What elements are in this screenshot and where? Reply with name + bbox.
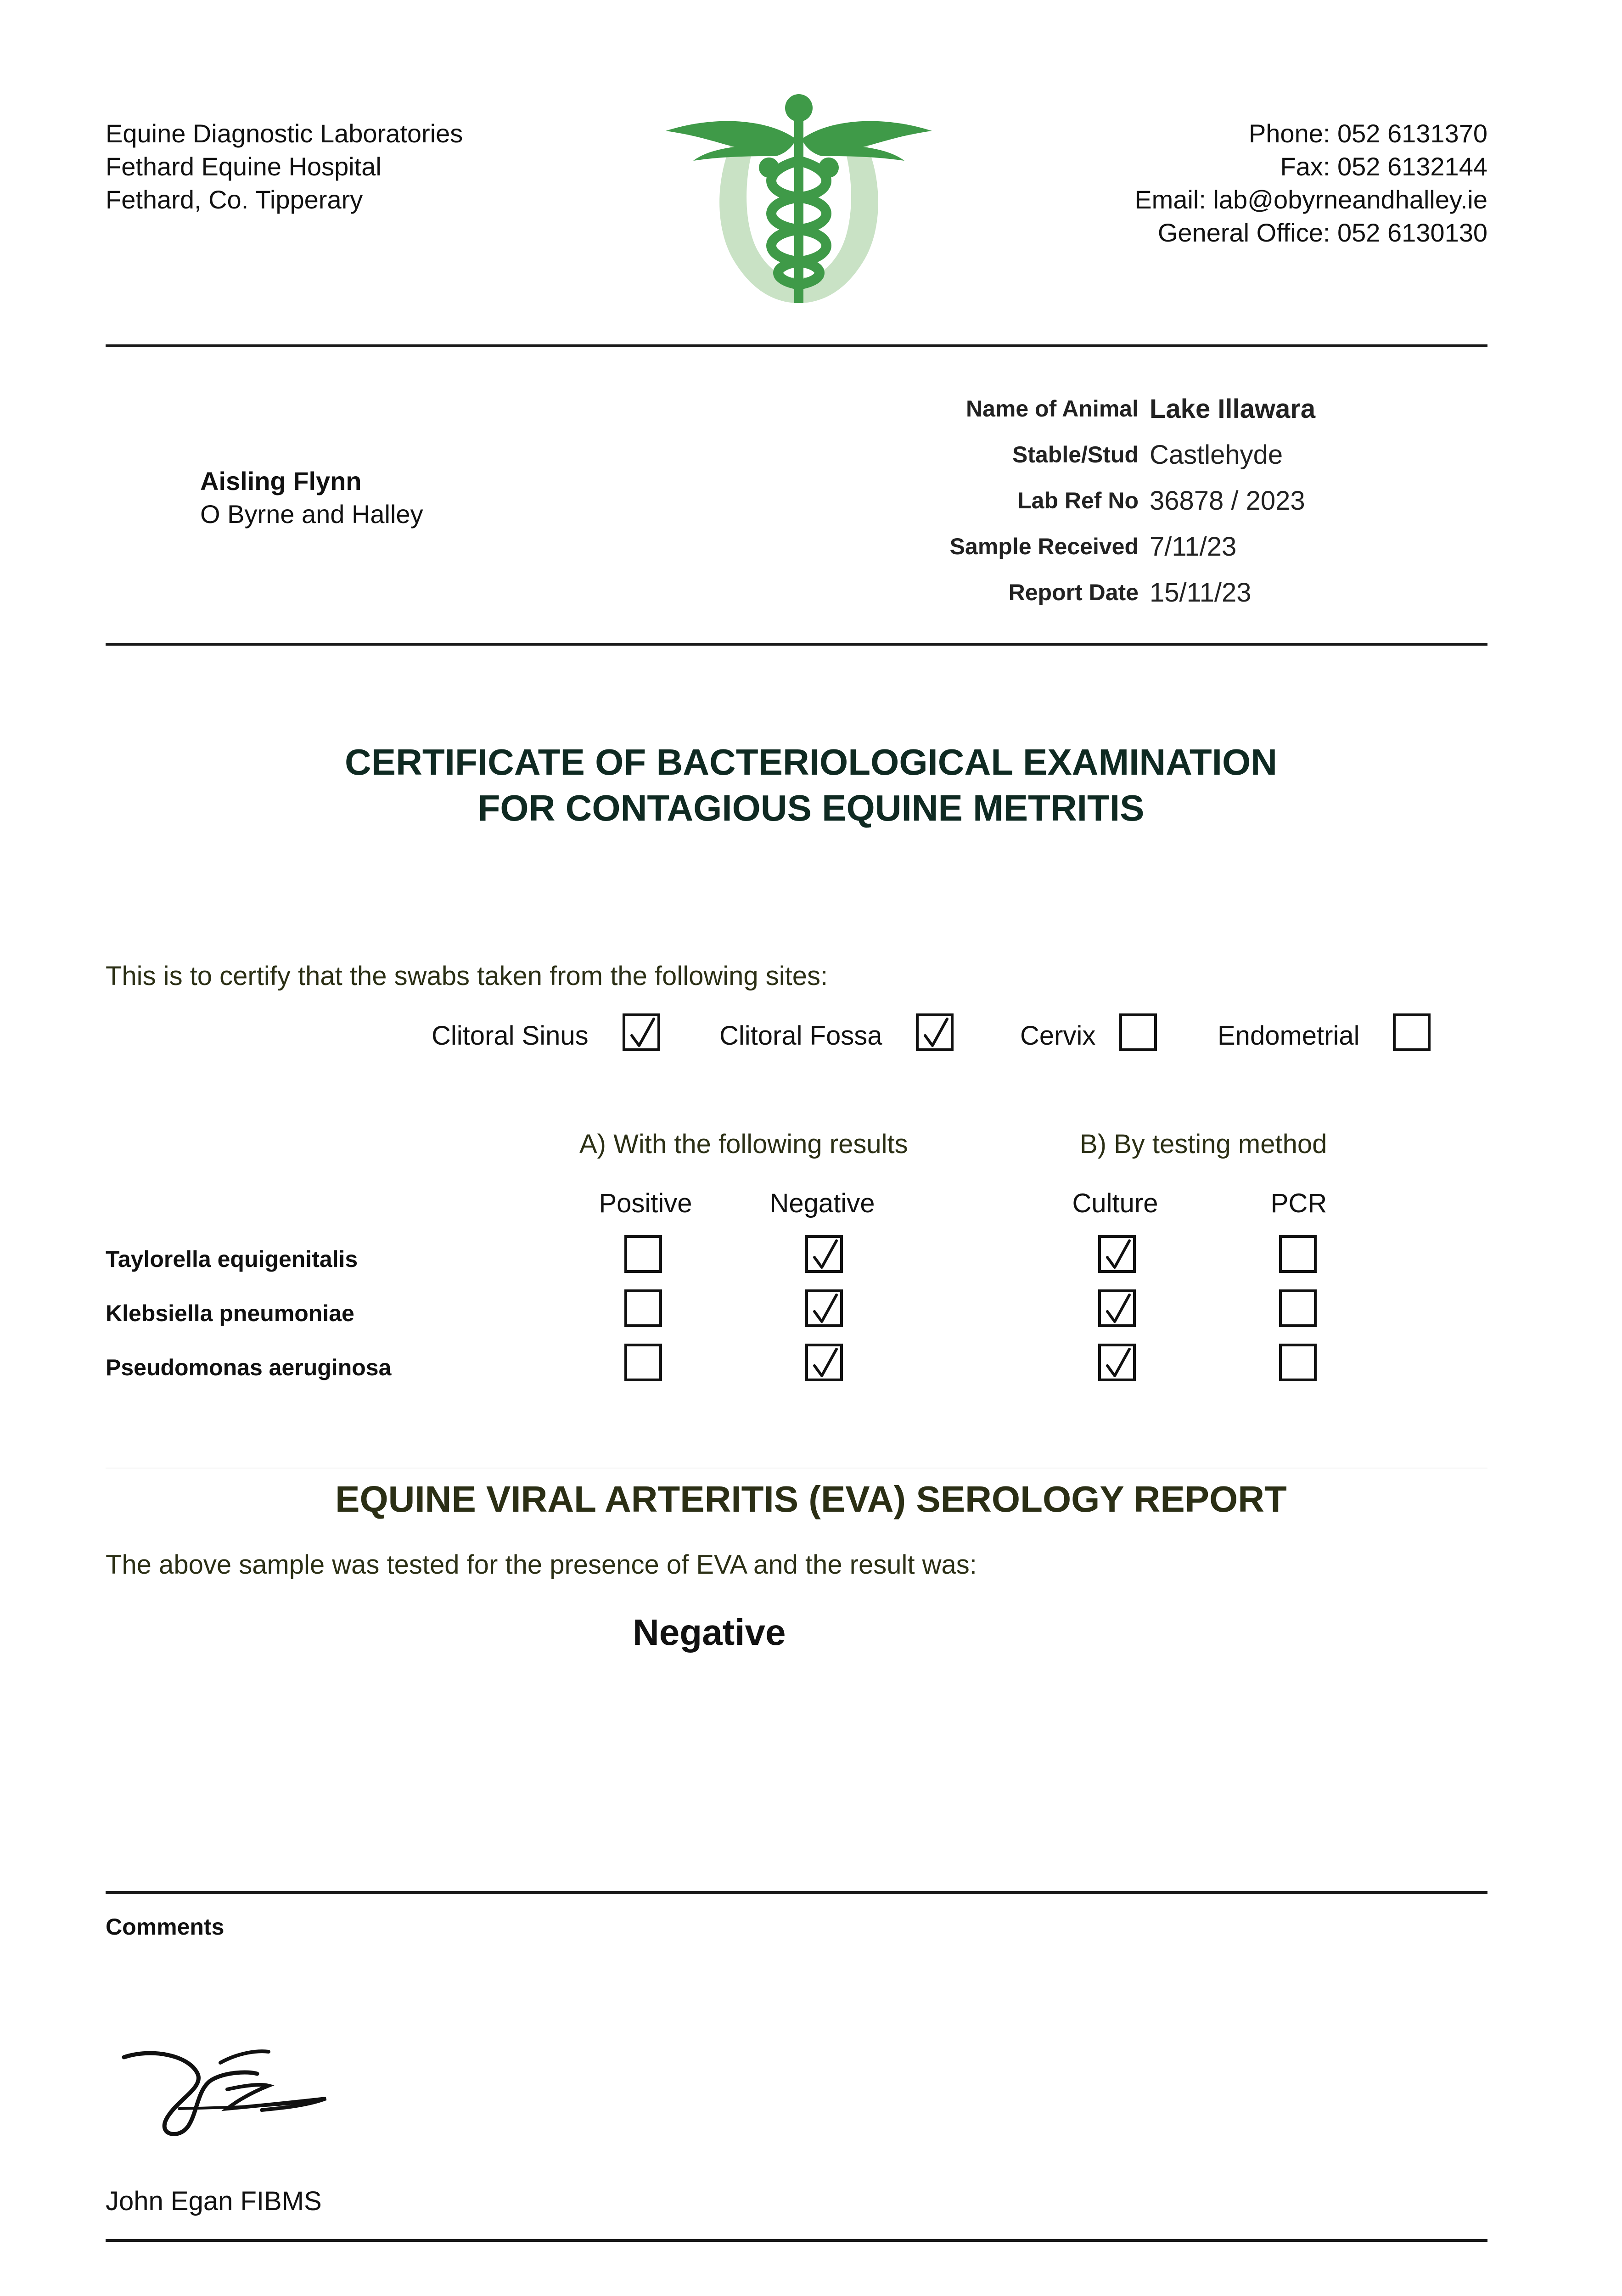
- meta-row-report: [735, 569, 1377, 615]
- positive-checkbox[interactable]: [624, 1344, 662, 1381]
- organism-name: Pseudomonas aeruginosa: [106, 1355, 392, 1380]
- culture-checkbox[interactable]: [1098, 1344, 1136, 1381]
- column-header-culture: Culture: [1072, 1188, 1158, 1218]
- lab-contact: [1134, 117, 1487, 249]
- negative-checkbox[interactable]: [805, 1344, 843, 1381]
- culture-checkbox[interactable]: [1098, 1235, 1136, 1273]
- site-label: Cervix: [1020, 1021, 1096, 1051]
- positive-checkbox[interactable]: [624, 1289, 662, 1327]
- general-office-line: General Office: 052 6130130: [1157, 218, 1487, 247]
- footer-divider: [106, 2239, 1487, 2242]
- eva-result: Negative: [633, 1612, 786, 1653]
- results-heading: A) With the following results: [579, 1129, 908, 1159]
- checkmark-icon: [628, 1016, 657, 1051]
- lab-ref: 36878 / 2023: [1150, 485, 1305, 516]
- site-checkbox-endometrial[interactable]: [1393, 1013, 1431, 1051]
- checkmark-icon: [1104, 1346, 1133, 1381]
- signer-name: John Egan FIBMS: [106, 2186, 322, 2216]
- meta-label: Report Date: [1008, 580, 1139, 605]
- pcr-checkbox[interactable]: [1279, 1289, 1317, 1327]
- checkmark-icon: [811, 1238, 840, 1273]
- eva-intro: The above sample was tested for the presence of EVA and the result was:: [106, 1550, 977, 1580]
- sample-received-date: 7/11/23: [1150, 531, 1237, 562]
- column-header-negative: Negative: [769, 1188, 875, 1218]
- checkmark-icon: [921, 1016, 951, 1051]
- certificate-title-line: CERTIFICATE OF BACTERIOLOGICAL EXAMINATION: [344, 742, 1278, 782]
- checkmark-icon: [1104, 1238, 1133, 1273]
- meta-label: Sample Received: [949, 534, 1139, 559]
- sample-details: [735, 386, 1377, 615]
- pcr-checkbox[interactable]: [1279, 1235, 1317, 1273]
- meta-row-received: [735, 523, 1377, 569]
- organism-name: Taylorella equigenitalis: [106, 1246, 358, 1272]
- eva-title: EQUINE VIRAL ARTERITIS (EVA) SEROLOGY REPORT: [335, 1479, 1287, 1519]
- organism-name: Klebsiella pneumoniae: [106, 1300, 354, 1326]
- meta-row-stable: [735, 432, 1377, 478]
- section-divider: [106, 1468, 1487, 1469]
- signature-image: [110, 2030, 349, 2149]
- meta-row-labref: [735, 478, 1377, 523]
- phone-line: Phone: 052 6131370: [1248, 119, 1487, 148]
- negative-checkbox[interactable]: [805, 1235, 843, 1273]
- stable-name: Castlehyde: [1150, 439, 1283, 470]
- site-checkbox-clitoral-sinus[interactable]: [623, 1013, 660, 1051]
- lab-address-line: Fethard Equine Hospital: [106, 152, 382, 181]
- site-label: Endometrial: [1218, 1021, 1360, 1051]
- method-heading: B) By testing method: [1080, 1129, 1327, 1159]
- meta-label: Lab Ref No: [1017, 488, 1139, 513]
- meta-row-animal: [735, 386, 1377, 432]
- caduceus-horseshoe-logo: [661, 87, 937, 312]
- site-label: Clitoral Sinus: [432, 1021, 589, 1051]
- recipient-block: [200, 465, 423, 531]
- column-header-pcr: PCR: [1270, 1188, 1327, 1218]
- certificate-title: [0, 739, 1622, 831]
- site-label: Clitoral Fossa: [719, 1021, 882, 1051]
- site-checkbox-clitoral-fossa[interactable]: [916, 1013, 954, 1051]
- lab-address-line: Equine Diagnostic Laboratories: [106, 119, 463, 148]
- email-line: Email: lab@obyrneandhalley.ie: [1134, 185, 1487, 214]
- details-divider: [106, 643, 1487, 646]
- meta-label: Stable/Stud: [1012, 442, 1139, 467]
- culture-checkbox[interactable]: [1098, 1289, 1136, 1327]
- recipient-practice: O Byrne and Halley: [200, 500, 423, 529]
- checkmark-icon: [811, 1292, 840, 1327]
- checkmark-icon: [811, 1346, 840, 1381]
- fax-line: Fax: 052 6132144: [1280, 152, 1487, 181]
- comments-divider: [106, 1891, 1487, 1894]
- positive-checkbox[interactable]: [624, 1235, 662, 1273]
- report-date: 15/11/23: [1150, 577, 1252, 608]
- negative-checkbox[interactable]: [805, 1289, 843, 1327]
- header-divider: [106, 344, 1487, 347]
- site-checkbox-cervix[interactable]: [1119, 1013, 1157, 1051]
- certificate-title-line: FOR CONTAGIOUS EQUINE METRITIS: [477, 788, 1145, 828]
- animal-name: Lake Illawara: [1150, 394, 1316, 424]
- lab-address: [106, 117, 463, 216]
- column-header-positive: Positive: [599, 1188, 692, 1218]
- recipient-name: Aisling Flynn: [200, 467, 362, 495]
- certify-intro: This is to certify that the swabs taken from the following sites:: [106, 961, 828, 991]
- pcr-checkbox[interactable]: [1279, 1344, 1317, 1381]
- meta-label: Name of Animal: [965, 396, 1139, 422]
- lab-address-line: Fethard, Co. Tipperary: [106, 185, 363, 214]
- checkmark-icon: [1104, 1292, 1133, 1327]
- comments-label: Comments: [106, 1914, 224, 1940]
